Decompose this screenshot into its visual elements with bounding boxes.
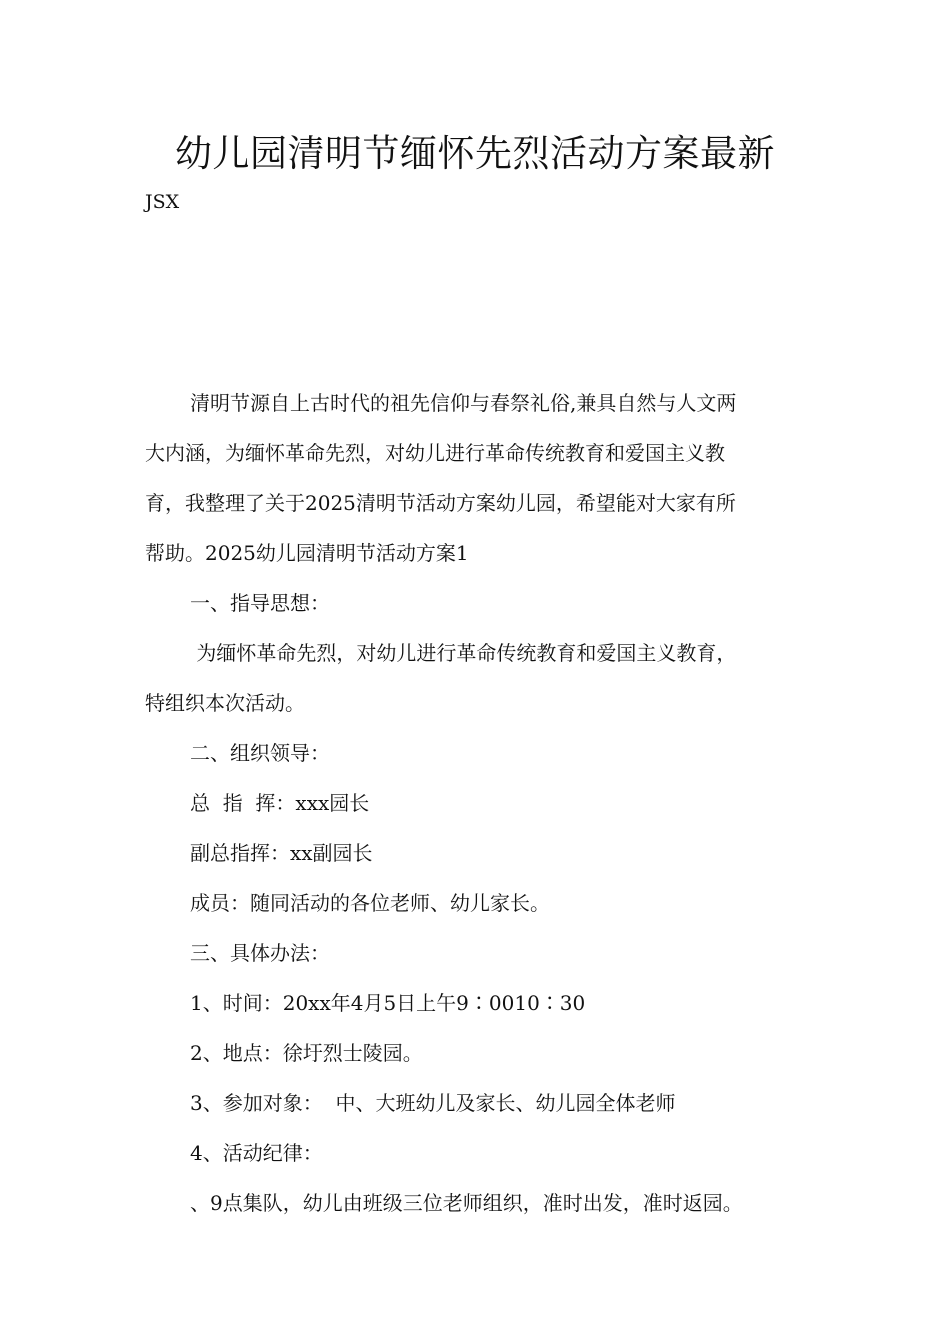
intro-line: 帮助。2025幼儿园清明节活动方案1 [145,541,469,565]
section-heading-guiding-thought: 一、指导思想： [190,591,330,615]
members-line: 成员：随同活动的各位老师、幼儿家长。 [190,891,550,915]
discipline-line: 、9点集队，幼儿由班级三位老师组织，准时出发，准时返园。 [190,1191,743,1215]
place-item: 2、地点：徐圩烈士陵园。 [190,1041,423,1065]
intro-line: 清明节源自上古时代的祖先信仰与春祭礼俗,兼具自然与人文两 [190,391,737,415]
deputy-commander-line: 副总指挥：xx副园长 [190,841,373,865]
section-heading-organization: 二、组织领导： [190,741,330,765]
document-title: 幼儿园清明节缅怀先烈活动方案最新 [175,132,775,175]
intro-paragraph [145,378,815,578]
author-label: JSX [145,191,180,213]
section-heading-methods: 三、具体办法： [190,941,330,965]
guiding-thought-line: 为缅怀革命先烈，对幼儿进行革命传统教育和爱国主义教育， [190,641,737,665]
participants-item: 3、参加对象： 中、大班幼儿及家长、幼儿园全体老师 [190,1091,676,1115]
discipline-item: 4、活动纪律： [190,1141,323,1165]
guiding-thought-line: 特组织本次活动。 [145,691,305,715]
chief-commander-line: 总 指 挥：xxx园长 [190,791,370,815]
intro-line: 大内涵，为缅怀革命先烈，对幼儿进行革命传统教育和爱国主义教 [145,441,725,465]
document-body [145,378,815,1228]
intro-line: 育，我整理了关于2025清明节活动方案幼儿园，希望能对大家有所 [145,491,736,515]
time-item: 1、时间：20xx年4月5日上午9∶0010∶30 [190,991,586,1015]
